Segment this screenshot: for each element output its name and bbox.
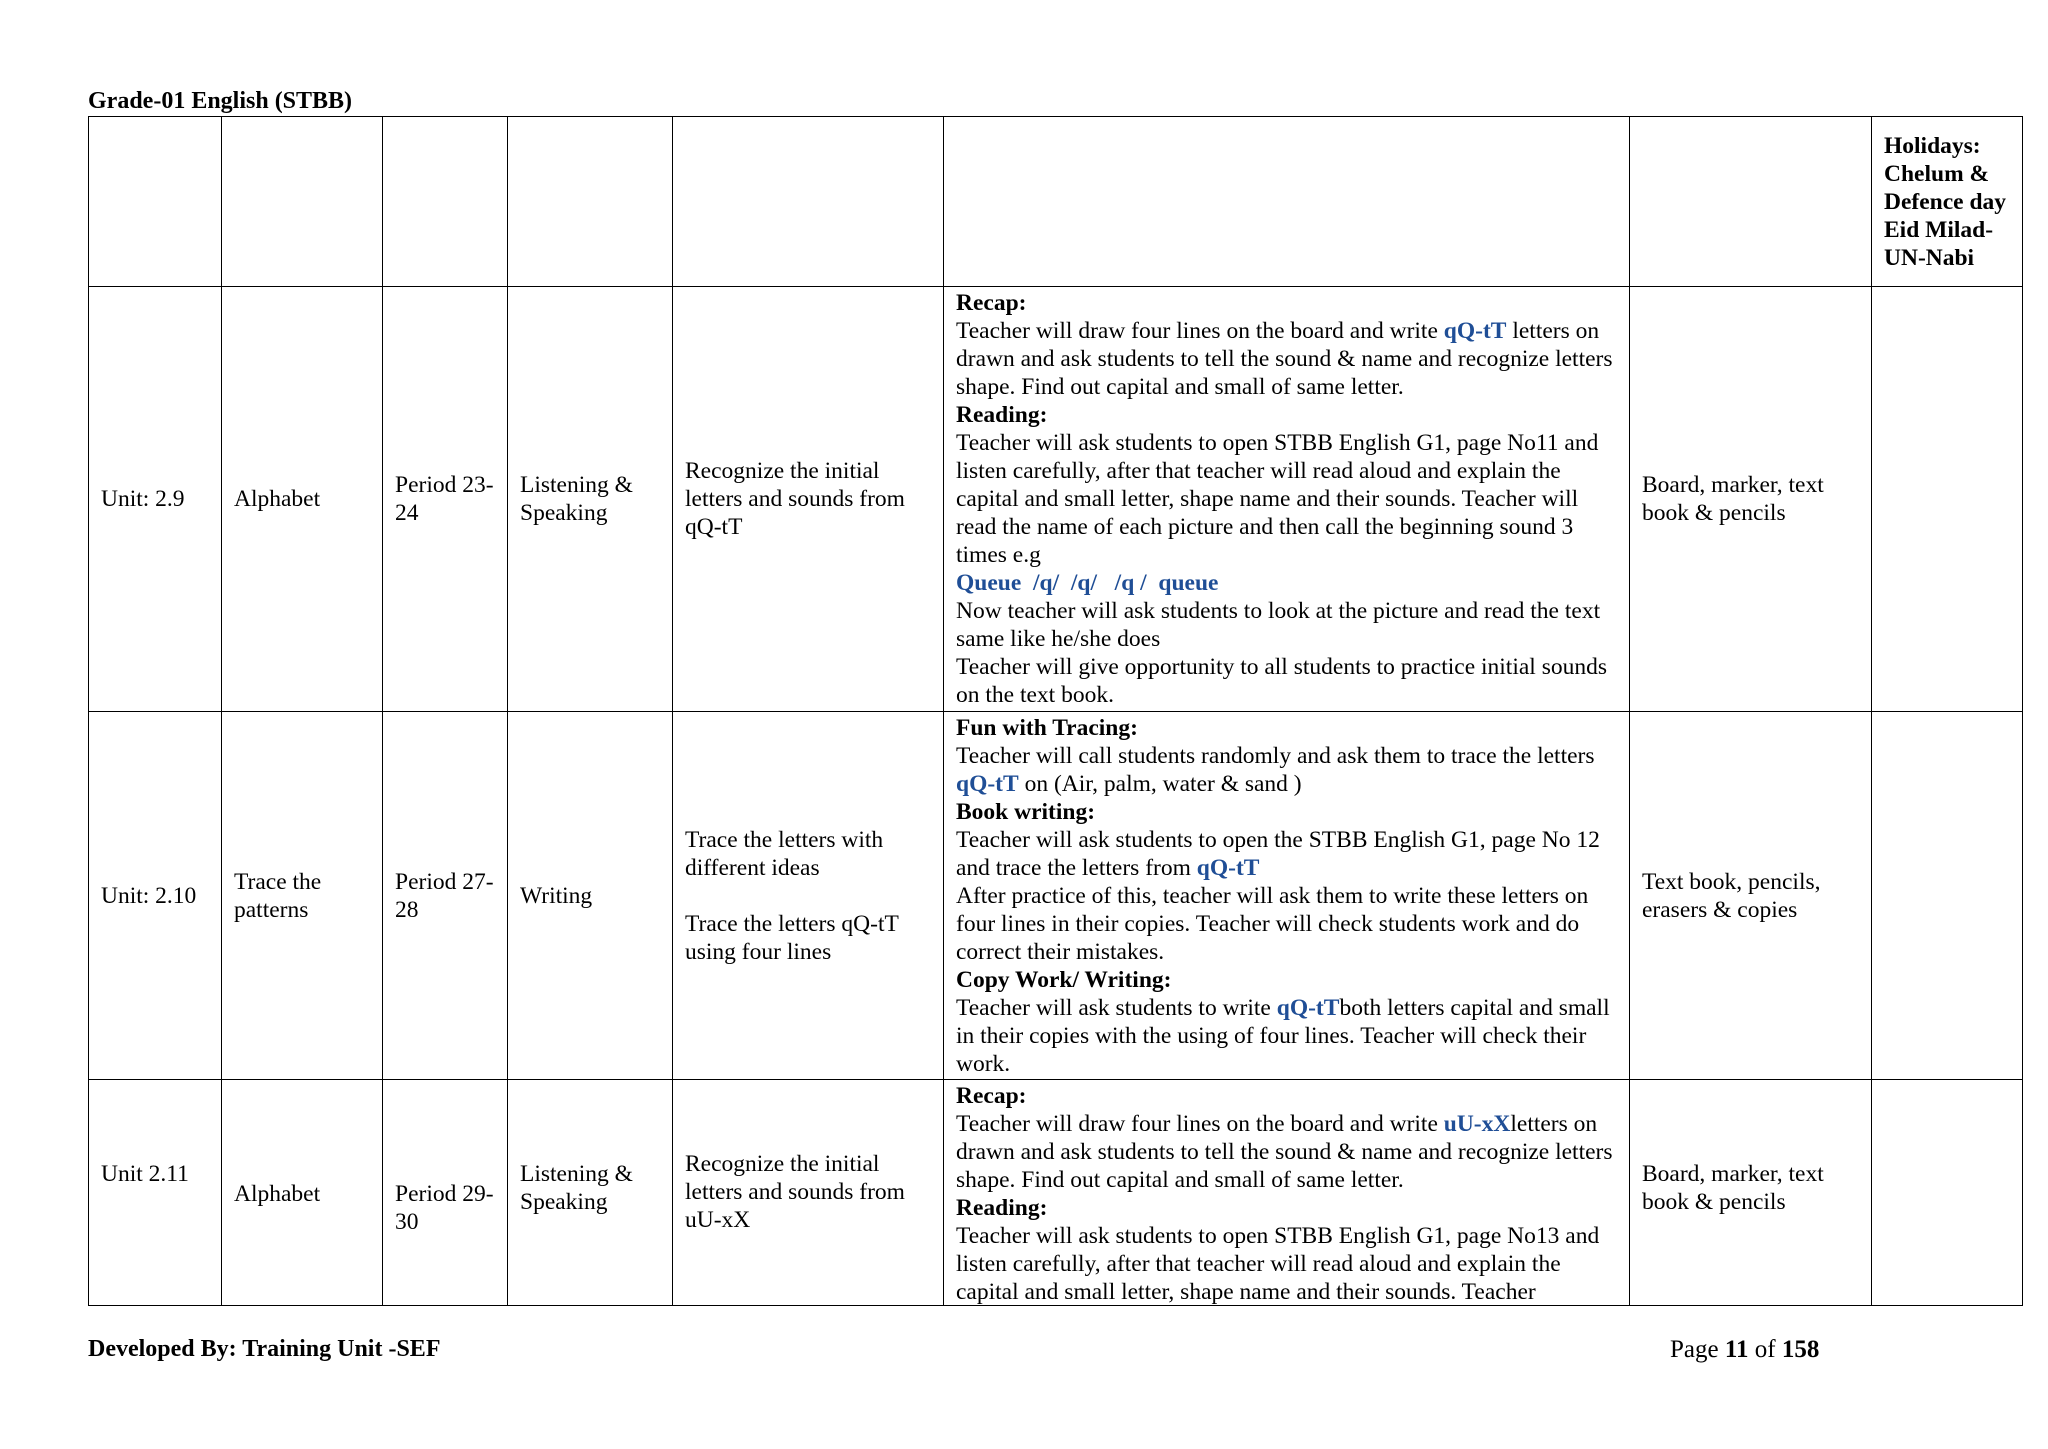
table-cell xyxy=(1872,1080,2023,1306)
unit-cell: Unit: 2.10 xyxy=(89,712,222,1080)
letter-set: uU-xX xyxy=(1443,1111,1511,1137)
activity-cell xyxy=(944,712,1630,1080)
activity-text: Teacher will draw four lines on the board and write uU-xXletters on drawn and ask students to tell the sound & name and recognize letters shape. Find out capital and small of same letter. xyxy=(956,1111,1613,1193)
period-cell: Period 27- 28 xyxy=(383,712,508,1080)
skill-cell: Listening & Speaking xyxy=(508,287,673,712)
unit-cell: Unit: 2.9 xyxy=(89,287,222,712)
resources-cell: Board, marker, text book & pencils xyxy=(1630,287,1872,712)
topic-cell: Alphabet xyxy=(222,1080,383,1306)
activity-text: Teacher will ask students to open STBB English G1, page No11 and listen carefully, after that teacher will read aloud and explain the capital and small letter, shape name and their sounds. Teacher will read the name of each picture and then call the beginning sound 3 times e.g xyxy=(956,430,1599,568)
table-row xyxy=(89,287,2023,712)
activity-heading: Reading: xyxy=(956,402,1048,428)
period-cell: Period 23-24 xyxy=(383,287,508,712)
topic-cell: Alphabet xyxy=(222,287,383,712)
table-cell xyxy=(89,117,222,287)
table-row xyxy=(89,1080,2023,1306)
slo-cell: Recognize the initial letters and sounds from qQ-tT xyxy=(673,287,944,712)
activity-cell xyxy=(944,287,1630,712)
slo-cell: Recognize the initial letters and sounds from uU-xX xyxy=(673,1080,944,1306)
unit-cell: Unit 2.11 xyxy=(89,1080,222,1306)
table-cell xyxy=(222,117,383,287)
table-cell xyxy=(1630,117,1872,287)
table-row xyxy=(89,712,2023,1080)
activity-text: Teacher will ask students to open the STBB English G1, page No 12 and trace the letters from qQ-tT xyxy=(956,827,1600,881)
period-cell: Period 29-30 xyxy=(383,1080,508,1306)
table-cell xyxy=(383,117,508,287)
activity-heading: Copy Work/ Writing: xyxy=(956,967,1172,993)
letter-set: qQ-tT xyxy=(1276,995,1340,1021)
lesson-plan-table xyxy=(88,116,2023,1306)
letter-set: qQ-tT xyxy=(1443,318,1507,344)
activity-heading: Recap: xyxy=(956,290,1027,316)
table-cell xyxy=(944,117,1630,287)
holidays-note: Holidays: Chelum & Defence day Eid Milad-UN-Nabi xyxy=(1872,117,2023,287)
topic-cell: Trace the patterns xyxy=(222,712,383,1080)
activity-text: Teacher will call students randomly and ask them to trace the letters qQ-tT on (Air, palm, water & sand ) xyxy=(956,743,1595,797)
activity-heading: Fun with Tracing: xyxy=(956,715,1138,741)
skill-cell: Writing xyxy=(508,712,673,1080)
letter-set: qQ-tT xyxy=(956,771,1019,797)
document-title: Grade-01 English (STBB) xyxy=(88,88,353,114)
resources-cell: Board, marker, text book & pencils xyxy=(1630,1080,1872,1306)
table-cell xyxy=(673,117,944,287)
table-cell xyxy=(508,117,673,287)
activity-text: Teacher will draw four lines on the board and write qQ-tT letters on drawn and ask students to tell the sound & name and recognize letters shape. Find out capital and small of same letter. xyxy=(956,318,1613,400)
activity-text: After practice of this, teacher will ask them to write these letters on four lines in their copies. Teacher will check students work and do correct their mistakes. xyxy=(956,883,1589,965)
activity-text: Teacher will give opportunity to all students to practice initial sounds on the text book. xyxy=(956,654,1607,708)
activity-cell xyxy=(944,1080,1630,1306)
footer-developed-by: Developed By: Training Unit -SEF xyxy=(88,1336,441,1362)
slo-text: Trace the letters with different ideas xyxy=(685,826,884,881)
activity-heading: Book writing: xyxy=(956,799,1096,825)
page-number: Page 11 of 158 xyxy=(1670,1336,1820,1363)
activity-heading: Reading: xyxy=(956,1195,1048,1221)
table-row xyxy=(89,117,2023,287)
activity-text: Teacher will ask students to open STBB English G1, page No13 and listen carefully, after that teacher will read aloud and explain the capital and small letter, shape name and their sounds. Teacher xyxy=(956,1223,1600,1304)
skill-cell: Listening & Speaking xyxy=(508,1080,673,1306)
table-cell xyxy=(1872,287,2023,712)
resources-cell: Text book, pencils, erasers & copies xyxy=(1630,712,1872,1080)
activity-text: Now teacher will ask students to look at the picture and read the text same like he/she does xyxy=(956,598,1601,652)
letter-set: qQ-tT xyxy=(1196,855,1260,881)
activity-text: Teacher will ask students to write qQ-tTboth letters capital and small in their copies with the using of four lines. Teacher will check their work. xyxy=(956,995,1610,1077)
table-cell xyxy=(1872,712,2023,1080)
activity-heading: Recap: xyxy=(956,1083,1027,1109)
example-sounds: Queue /q/ /q/ /q / queue xyxy=(956,570,1219,596)
slo-text: Trace the letters qQ-tT using four lines xyxy=(685,910,899,965)
slo-cell xyxy=(673,712,944,1080)
